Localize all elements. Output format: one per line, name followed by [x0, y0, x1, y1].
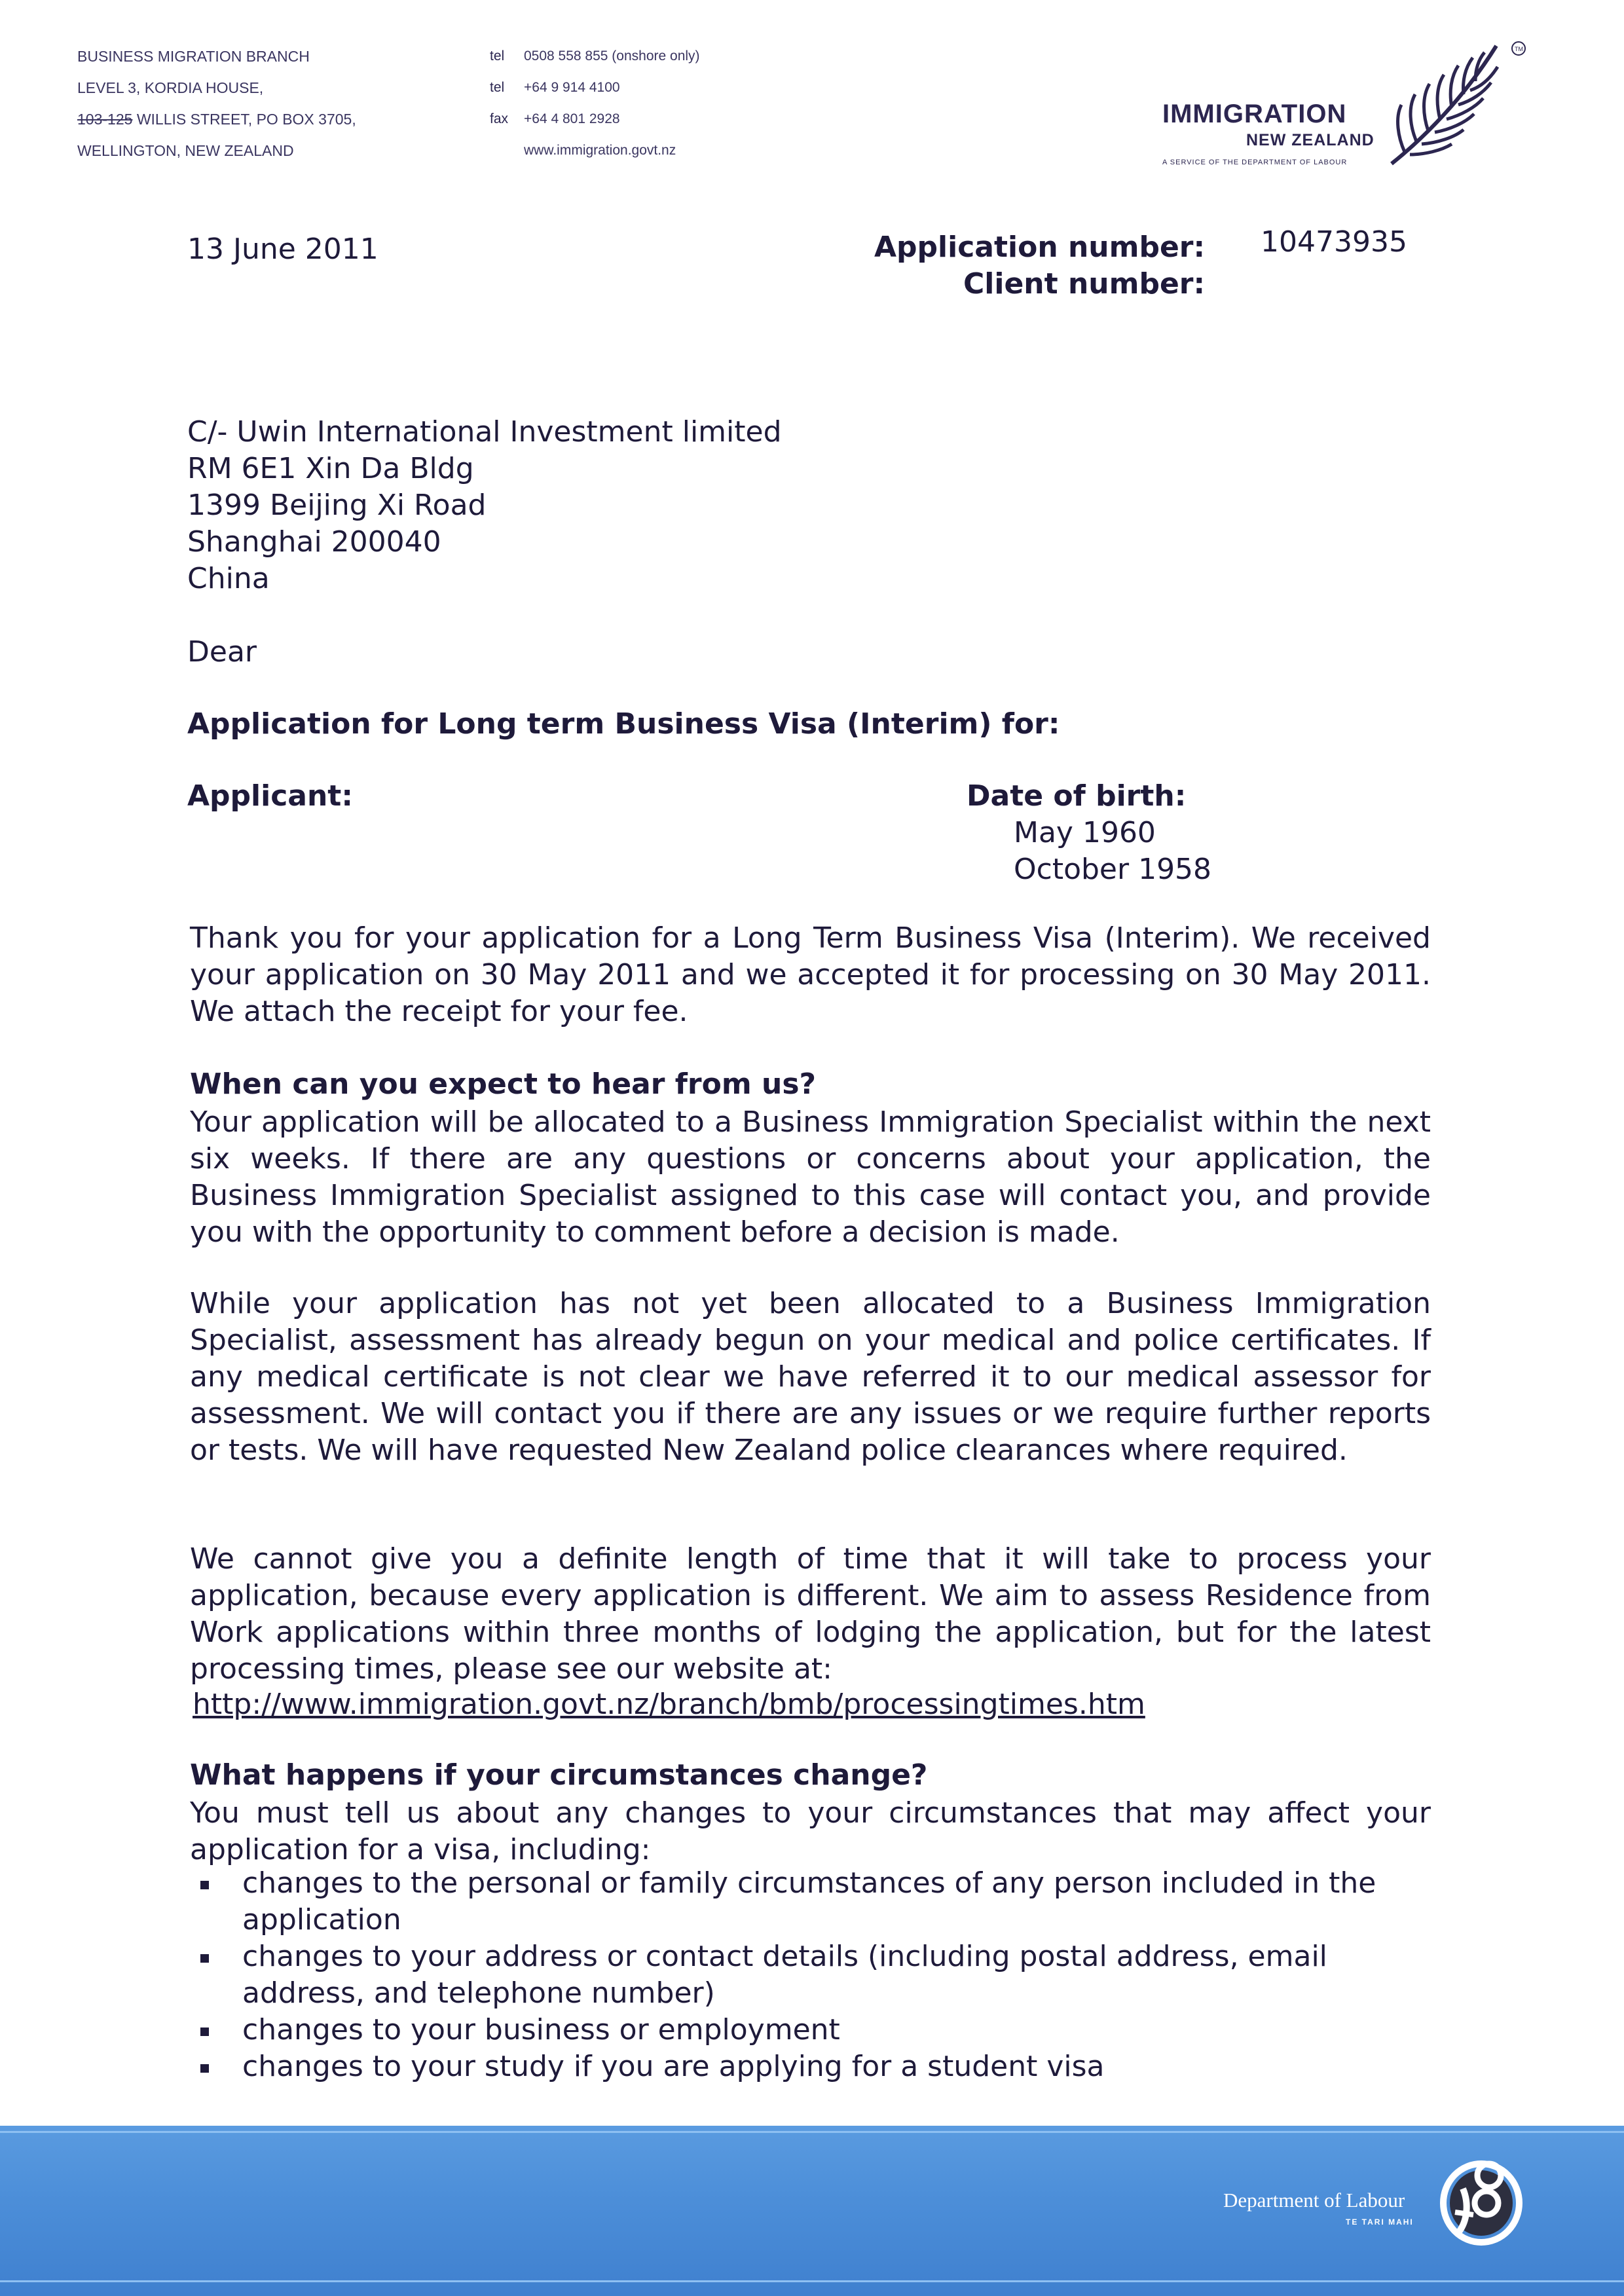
dob-value-1: May 1960	[1014, 816, 1156, 849]
paragraph-changes: You must tell us about any changes to your circumstances that may affect your application for a visa, including:	[190, 1796, 1431, 1866]
contact-tel-1: tel 0508 558 855 (onshore only)	[490, 48, 700, 64]
footer-divider	[0, 2280, 1624, 2282]
processing-times-link[interactable]: http://www.immigration.govt.nz/branch/bmb/processingtimes.htm	[193, 1688, 1145, 1721]
list-item: changes to the personal or family circumstances of any person included in the application	[195, 1865, 1433, 1938]
application-number-label: Application number:	[874, 231, 1206, 264]
reference-labels	[874, 229, 1205, 303]
list-item: changes to your address or contact details (including postal address, email address, and telephone number)	[195, 1938, 1433, 2012]
footer-divider	[0, 2131, 1624, 2133]
contact-block	[490, 41, 700, 166]
footer-band	[0, 2126, 1624, 2296]
application-number-value: 10473935	[1261, 225, 1407, 259]
dob-value-2: October 1958	[1014, 853, 1212, 886]
logo-title: IMMIGRATION	[1162, 100, 1347, 128]
address-line-1: BUSINESS MIGRATION BRANCH	[77, 48, 310, 65]
subject-line: Application for Long term Business Visa (Interim) for:	[187, 707, 1060, 741]
recipient-line-5: China	[187, 562, 270, 595]
heading-expect-hear: When can you expect to hear from us?	[190, 1067, 817, 1101]
list-item: changes to your business or employment	[195, 2012, 1433, 2048]
logo-tagline: A SERVICE OF THE DEPARTMENT OF LABOUR	[1162, 158, 1348, 166]
recipient-line-3: 1399 Beijing Xi Road	[187, 489, 487, 522]
address-line-3: 103-125 WILLIS STREET, PO BOX 3705,	[77, 111, 356, 128]
logo-subtitle: NEW ZEALAND	[1246, 131, 1375, 149]
address-struck-text: 103-125	[77, 111, 133, 128]
changes-list	[195, 1865, 1433, 2085]
date-of-birth-block	[967, 778, 1211, 888]
client-number-label: Client number:	[963, 267, 1206, 301]
letter-date: 13 June 2011	[187, 232, 378, 266]
dob-label: Date of birth:	[967, 779, 1187, 813]
contact-website[interactable]: www.immigration.govt.nz	[524, 143, 676, 158]
department-of-labour-subtitle: TE TARI MAHI	[1346, 2217, 1414, 2227]
immigration-nz-logo	[1162, 39, 1529, 170]
trademark-mark: TM	[1515, 46, 1523, 52]
department-of-labour-name: Department of Labour	[1223, 2189, 1405, 2212]
address-line-2: LEVEL 3, KORDIA HOUSE,	[77, 79, 264, 96]
salutation: Dear	[187, 635, 257, 669]
heading-circumstances-change: What happens if your circumstances change?	[190, 1758, 928, 1792]
contact-fax: fax +64 4 801 2928	[490, 111, 620, 126]
sender-address	[77, 41, 356, 166]
contact-tel-2: tel +64 9 914 4100	[490, 80, 620, 95]
list-item: changes to your study if you are applying for a student visa	[195, 2048, 1433, 2085]
paragraph-allocation: Your application will be allocated to a Business Immigration Specialist within the next six weeks. If there are any questions or concerns about your application, the Business Immigration Specialist assigned to this case will contact you, and provide you with the opportunity to comment before a decision is made.	[190, 1105, 1431, 1249]
recipient-line-1: C/- Uwin International Investment limited	[187, 415, 782, 449]
paragraph-assessment: While your application has not yet been allocated to a Business Immigration Specialist, assessment has already begun on your medical and police certificates. If any medical certificate is not clear we have referred it to our medical assessor for assessment. We will contact you if there are any issues or we require further reports or tests. We will have requested New Zealand police clearances where required.	[190, 1287, 1431, 1467]
paragraph-processing-time: We cannot give you a definite length of time that it will take to process your application, because every application is different. We aim to assess Residence from Work applications within three months of lodging the application, but for the latest processing times, please see our website at:	[190, 1542, 1431, 1686]
recipient-line-4: Shanghai 200040	[187, 525, 441, 559]
recipient-address	[187, 414, 782, 597]
fern-icon	[1378, 39, 1529, 170]
address-line-4: WELLINGTON, NEW ZEALAND	[77, 142, 294, 159]
recipient-line-2: RM 6E1 Xin Da Bldg	[187, 452, 474, 485]
department-emblem-icon	[1435, 2149, 1527, 2248]
paragraph-acknowledgement: Thank you for your application for a Long Term Business Visa (Interim). We received your application on 30 May 2011 and we accepted it for processing on 30 May 2011. We attach the receipt for your fee.	[190, 921, 1431, 1028]
applicant-label: Applicant:	[187, 779, 353, 813]
